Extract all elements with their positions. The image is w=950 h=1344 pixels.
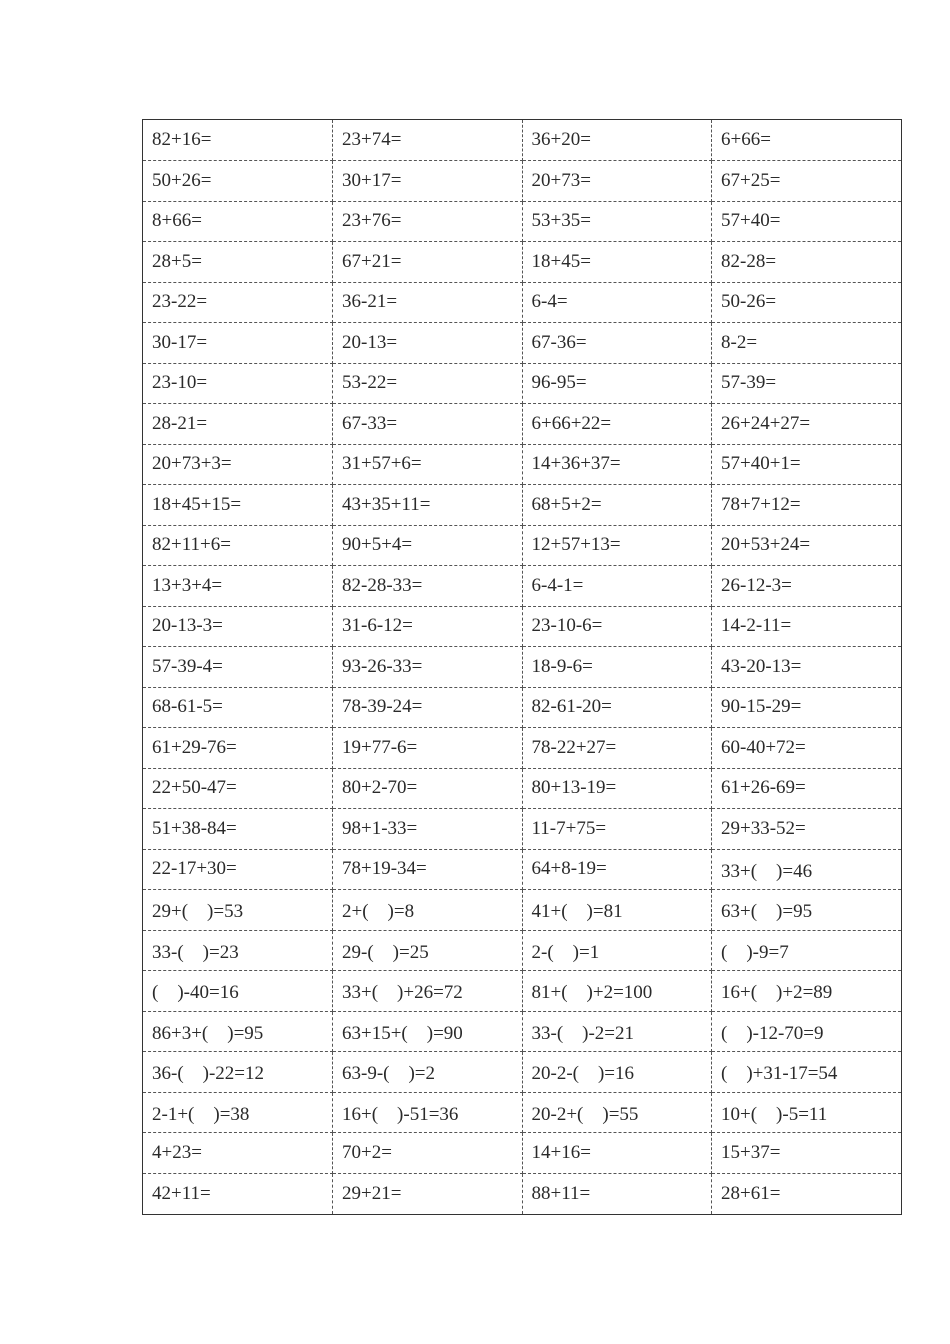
problem-cell: 51+38-84= xyxy=(143,809,333,850)
problem-cell: 23+74= xyxy=(333,120,523,161)
problem-cell: 61+26-69= xyxy=(712,768,902,809)
problem-cell: 63+( )=95 xyxy=(712,890,902,931)
problem-cell: 88+11= xyxy=(522,1173,712,1214)
problem-cell: 28+5= xyxy=(143,242,333,283)
problem-cell: 96-95= xyxy=(522,363,712,404)
table-row xyxy=(143,282,901,323)
problem-cell: 63+15+( )=90 xyxy=(333,1011,523,1052)
problem-cell: 43+35+11= xyxy=(333,485,523,526)
problem-cell: 23-22= xyxy=(143,282,333,323)
problem-cell: 53+35= xyxy=(522,201,712,242)
problem-cell: 86+3+( )=95 xyxy=(143,1011,333,1052)
problem-cell: 23-10-6= xyxy=(522,606,712,647)
problem-cell: 31-6-12= xyxy=(333,606,523,647)
problem-cell: 4+23= xyxy=(143,1133,333,1174)
table-row xyxy=(143,768,901,809)
problem-cell: 8+66= xyxy=(143,201,333,242)
problem-cell: 90+5+4= xyxy=(333,525,523,566)
problem-cell: 36-21= xyxy=(333,282,523,323)
problems-table xyxy=(143,120,901,1214)
problem-cell: 30-17= xyxy=(143,323,333,364)
table-row xyxy=(143,1173,901,1214)
problem-cell: 78-39-24= xyxy=(333,687,523,728)
problem-cell: 78+19-34= xyxy=(333,849,523,890)
problem-cell: 14-2-11= xyxy=(712,606,902,647)
table-row xyxy=(143,890,901,931)
problem-cell: 80+2-70= xyxy=(333,768,523,809)
problem-cell: 67+21= xyxy=(333,242,523,283)
problem-cell: 2-1+( )=38 xyxy=(143,1092,333,1133)
problem-cell: 18+45+15= xyxy=(143,485,333,526)
problem-cell: 22+50-47= xyxy=(143,768,333,809)
problem-cell: 53-22= xyxy=(333,363,523,404)
problem-cell: 15+37= xyxy=(712,1133,902,1174)
problem-cell: ( )-40=16 xyxy=(143,971,333,1012)
table-row xyxy=(143,242,901,283)
problem-cell: 82+11+6= xyxy=(143,525,333,566)
table-row xyxy=(143,647,901,688)
problem-cell: 36+20= xyxy=(522,120,712,161)
table-row xyxy=(143,687,901,728)
table-row xyxy=(143,728,901,769)
problem-cell: 13+3+4= xyxy=(143,566,333,607)
problem-cell: 6-4= xyxy=(522,282,712,323)
problem-cell: 82-28= xyxy=(712,242,902,283)
problem-cell: 82-28-33= xyxy=(333,566,523,607)
problem-cell: 57+40= xyxy=(712,201,902,242)
problem-cell: 33-( )-2=21 xyxy=(522,1011,712,1052)
problem-cell: 14+36+37= xyxy=(522,444,712,485)
problem-cell: 2-( )=1 xyxy=(522,930,712,971)
table-row xyxy=(143,444,901,485)
problem-cell: 26+24+27= xyxy=(712,404,902,445)
problem-cell: 18+45= xyxy=(522,242,712,283)
table-row xyxy=(143,566,901,607)
problem-cell: 20+73+3= xyxy=(143,444,333,485)
problem-cell: 60-40+72= xyxy=(712,728,902,769)
table-row xyxy=(143,120,901,161)
table-row xyxy=(143,323,901,364)
problem-cell: 50+26= xyxy=(143,161,333,202)
problem-cell: 20-2-( )=16 xyxy=(522,1052,712,1093)
table-row xyxy=(143,363,901,404)
problem-cell: 29+( )=53 xyxy=(143,890,333,931)
table-row xyxy=(143,1133,901,1174)
problem-cell: 12+57+13= xyxy=(522,525,712,566)
problem-cell: 90-15-29= xyxy=(712,687,902,728)
problem-cell: ( )+31-17=54 xyxy=(712,1052,902,1093)
problem-cell: 29+21= xyxy=(333,1173,523,1214)
problem-cell: 28+61= xyxy=(721,1182,781,1204)
problem-cell: 20+73= xyxy=(522,161,712,202)
table-row xyxy=(143,525,901,566)
problem-cell: 29+33-52= xyxy=(712,809,902,850)
problem-cell: 57-39-4= xyxy=(143,647,333,688)
table-row xyxy=(143,161,901,202)
problem-cell: 67-33= xyxy=(333,404,523,445)
problem-cell: 20-2+( )=55 xyxy=(522,1092,712,1133)
table-row xyxy=(143,1011,901,1052)
problem-cell: 2+( )=8 xyxy=(333,890,523,931)
problem-cell: 57+40+1= xyxy=(712,444,902,485)
problem-cell: 23-10= xyxy=(143,363,333,404)
problem-cell: 29-( )=25 xyxy=(333,930,523,971)
arithmetic-worksheet xyxy=(142,119,902,1215)
table-row xyxy=(143,404,901,445)
table-row xyxy=(143,485,901,526)
problem-cell: 50-26= xyxy=(712,282,902,323)
problem-cell: 22-17+30= xyxy=(143,849,333,890)
problem-cell: 80+13-19= xyxy=(522,768,712,809)
table-row xyxy=(143,606,901,647)
problem-cell: 14+16= xyxy=(522,1133,712,1174)
problem-cell: 16+( )-51=36 xyxy=(333,1092,523,1133)
problem-cell: ( )-12-70=9 xyxy=(712,1011,902,1052)
problem-cell: 33+( )+26=72 xyxy=(333,971,523,1012)
problem-cell: 82+16= xyxy=(143,120,333,161)
problem-cell: 10+( )-5=11 xyxy=(712,1092,902,1133)
problem-cell: 98+1-33= xyxy=(333,809,523,850)
problem-cell: 68-61-5= xyxy=(143,687,333,728)
problem-cell: 33+( )=46 xyxy=(712,849,902,890)
table-row xyxy=(143,201,901,242)
table-row xyxy=(143,1092,901,1133)
problem-cell: 18-9-6= xyxy=(522,647,712,688)
problem-cell: 57-39= xyxy=(712,363,902,404)
problem-cell: 63-9-( )=2 xyxy=(333,1052,523,1093)
problem-cell: 31+57+6= xyxy=(333,444,523,485)
table-row xyxy=(143,849,901,890)
table-row xyxy=(143,971,901,1012)
problems-body xyxy=(143,120,901,1214)
problem-cell: 8-2= xyxy=(712,323,902,364)
problem-cell: 41+( )=81 xyxy=(522,890,712,931)
problem-cell: 30+17= xyxy=(333,161,523,202)
problem-cell: 36-( )-22=12 xyxy=(143,1052,333,1093)
problem-cell: 20+53+24= xyxy=(712,525,902,566)
table-row xyxy=(143,930,901,971)
problem-cell: 93-26-33= xyxy=(333,647,523,688)
problem-cell: 64+8-19= xyxy=(522,849,712,890)
problem-cell: 78+7+12= xyxy=(712,485,902,526)
problem-cell: 20-13= xyxy=(333,323,523,364)
problem-cell: 67+25= xyxy=(712,161,902,202)
problem-cell: 20-13-3= xyxy=(143,606,333,647)
problem-cell: 43-20-13= xyxy=(712,647,902,688)
table-row xyxy=(143,1052,901,1093)
problem-cell: 61+29-76= xyxy=(143,728,333,769)
problem-cell: 26-12-3= xyxy=(712,566,902,607)
problem-cell: 68+5+2= xyxy=(522,485,712,526)
problem-cell: 42+11= xyxy=(143,1173,333,1214)
problem-cell: 6-4-1= xyxy=(522,566,712,607)
problem-cell: 6+66+22= xyxy=(522,404,712,445)
problem-cell: 11-7+75= xyxy=(522,809,712,850)
problem-cell: 19+77-6= xyxy=(333,728,523,769)
problem-cell: 81+( )+2=100 xyxy=(522,971,712,1012)
problem-cell: 6+66= xyxy=(712,120,902,161)
problem-cell: 28-21= xyxy=(143,404,333,445)
problem-cell: 67-36= xyxy=(522,323,712,364)
problem-cell: 70+2= xyxy=(333,1133,523,1174)
problem-cell: 23+76= xyxy=(333,201,523,242)
problem-cell: ( )-9=7 xyxy=(712,930,902,971)
problem-cell: 78-22+27= xyxy=(522,728,712,769)
table-row xyxy=(143,809,901,850)
problem-cell: 33-( )=23 xyxy=(143,930,333,971)
problem-cell: 16+( )+2=89 xyxy=(712,971,902,1012)
problem-cell: 82-61-20= xyxy=(522,687,712,728)
